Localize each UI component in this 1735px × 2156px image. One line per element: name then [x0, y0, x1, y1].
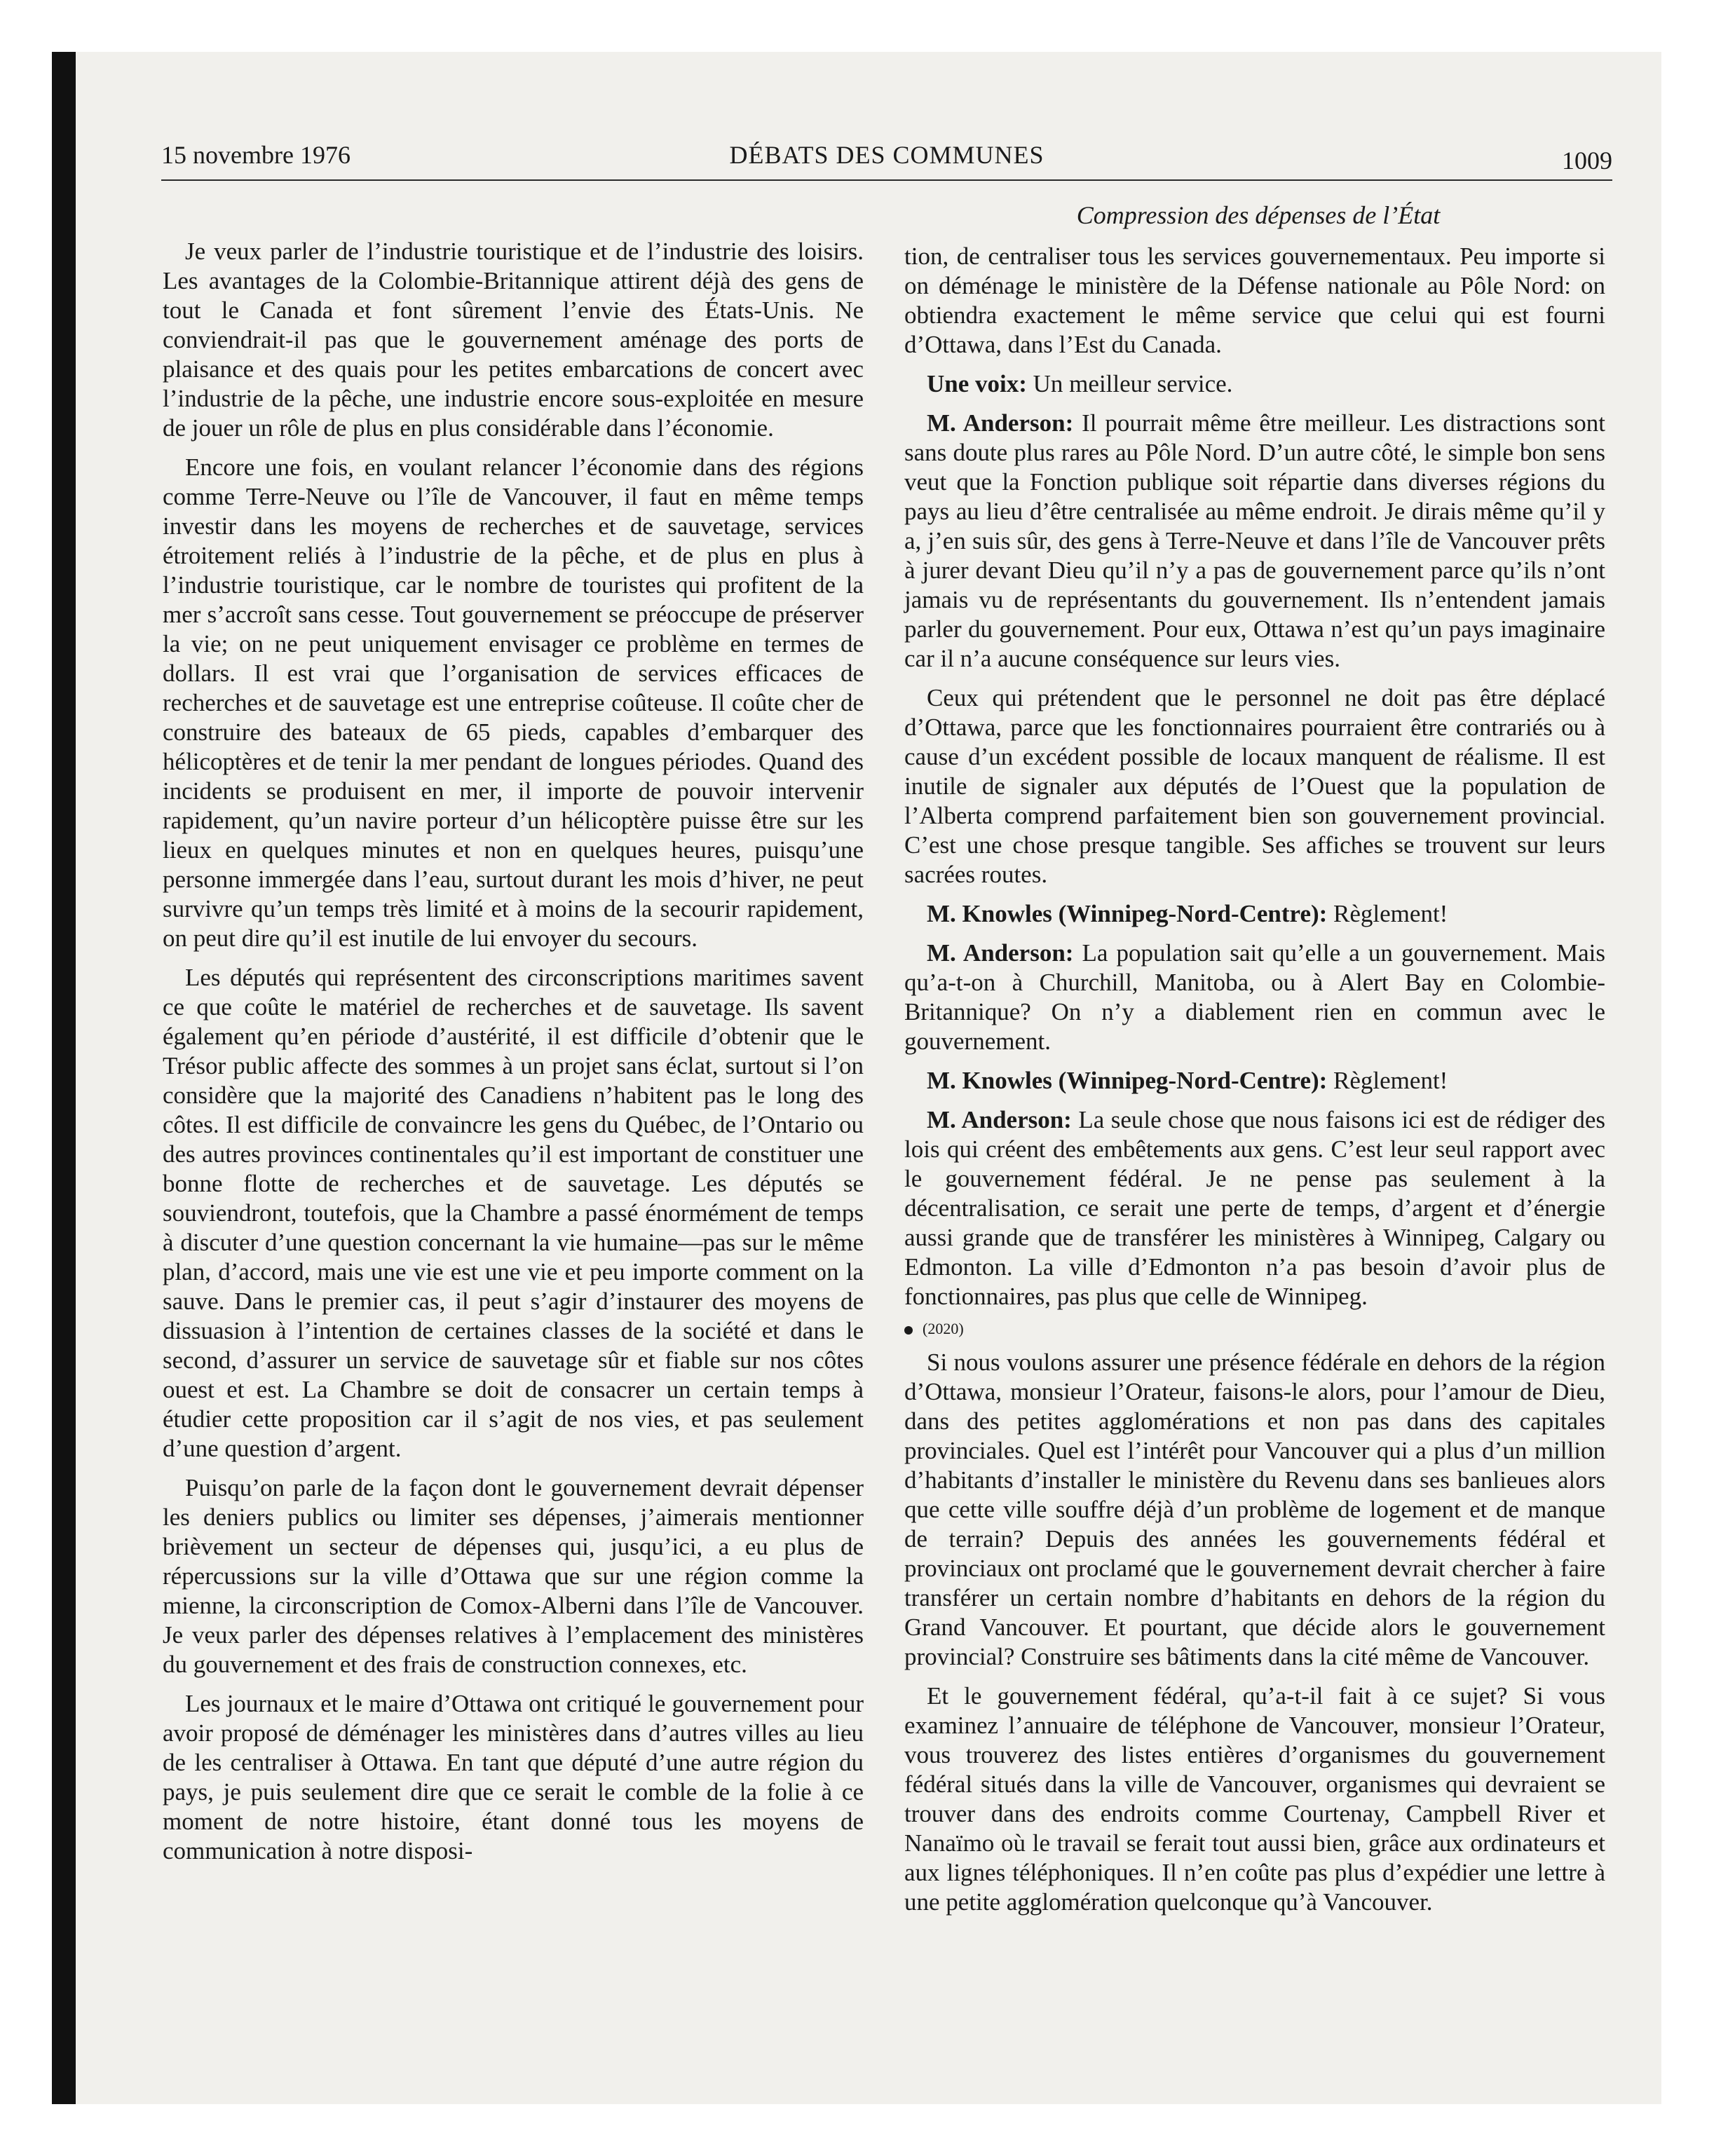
speech-text: La population sait qu’elle a un gouvernement. Mais qu’a-t-on à Churchill, Manitoba, ou à Alert Bay en Colombie-Britannique? On n’y a diablement rien en commun avec le gouvernement.: [904, 939, 1605, 1055]
right-column: [904, 242, 1605, 1927]
bullet-icon: [904, 1326, 913, 1335]
page-header: [161, 140, 1612, 182]
paragraph: Les députés qui représentent des circonscriptions maritimes savent ce que coûte le matériel de recherches et de sauvetage. Ils savent également qu’en période d’austérité, il est difficile d’obtenir que le Trésor public affecte des sommes à un projet sans éclat, surtout si l’on considère que la majorité des Canadiens n’habitent pas le long des côtes. Il est difficile de convaincre les gens du Québec, de l’Ontario ou des autres provinces continentales qu’il est important de constituer une bonne flotte de recherches et de sauvetage. Les députés se souviendront, toutefois, que la Chambre a passé énormément de temps à discuter d’une question concernant la vie humaine—pas sur le même plan, d’accord, mais une vie est une vie et peu importe comment on la sauve. Dans le premier cas, il peut s’agir d’instaurer des moyens de dissuasion à l’intention de certaines classes de la société et dans le second, d’assurer un service de sauvetage sûr et fiable sur nos côtes ouest et est. La Chambre se doit de consacrer un certain temps à étudier cette proposition car il s’agit de nos vies, et pas seulement d’une question d’argent.: [163, 964, 864, 1462]
speaker: M. Knowles (Winnipeg-Nord-Centre):: [927, 1067, 1328, 1094]
header-rule: [161, 179, 1612, 181]
binding-edge: [52, 52, 76, 2104]
page-number: 1009: [1562, 146, 1612, 175]
speaker: M. Anderson:: [927, 939, 1074, 967]
header-title: DÉBATS DES COMMUNES: [729, 141, 1045, 169]
left-column: [163, 237, 864, 1876]
paragraph: tion, de centraliser tous les services gouvernementaux. Peu importe si on déménage le ministère de la Défense nationale au Pôle Nord: on obtiendra exactement le même service que celui qui est fourni d’Ottawa, dans l’Est du Canada.: [904, 243, 1605, 358]
paragraph: Si nous voulons assurer une présence fédérale en dehors de la région d’Ottawa, monsieur l’Orateur, faisons-le alors, pour l’amour de Dieu, dans des petites agglomérations et non pas dans des capitales provinciales. Quel est l’intérêt pour Vancouver qui a plus d’un million d’habitants d’installer le ministère du Revenu dans ses banlieues alors que cette ville souffre déjà d’un problème de logement et de manque de terrain? Depuis des années les gouvernements fédéral et provinciaux ont proclamé que le gouvernement devrait chercher à faire transférer un certain nombre d’habitants en dehors de la région du Grand Vancouver. Et pourtant, que décide alors le gouvernement provincial? Construire ses bâtiments dans la cité même de Vancouver.: [904, 1349, 1605, 1670]
header-date: 15 novembre 1976: [161, 141, 351, 169]
speech: [904, 1105, 1605, 1311]
paragraph: Puisqu’on parle de la façon dont le gouvernement devrait dépenser les deniers publics ou limiter ses dépenses, j’aimerais mentionner brièvement un secteur de dépenses qui, jusqu’ici, a eu plus de répercussions sur la ville d’Ottawa que sur une région comme la mienne, la circonscription de Comox-Alberni dans l’île de Vancouver. Je veux parler des dépenses relatives à l’emplacement des ministères du gouvernement et des frais de construction connexes, etc.: [163, 1474, 864, 1678]
speech: [904, 409, 1605, 674]
speech: [904, 1066, 1605, 1096]
paragraph: Et le gouvernement fédéral, qu’a-t-il fait à ce sujet? Si vous examinez l’annuaire de téléphone de Vancouver, monsieur l’Orateur, vous trouverez des listes entières d’organismes du gouvernement fédéral situés dans la ville de Vancouver, organismes qui devraient se trouver dans des endroits comme Courtenay, Campbell River et Nanaïmo où le travail se ferait tout aussi bien, grâce aux ordinateurs et aux lignes téléphoniques. Il n’en coûte pas plus d’expédier une lettre à une petite agglomération quelconque qu’à Vancouver.: [904, 1682, 1605, 1916]
time-marker-label: (2020): [923, 1320, 964, 1337]
speaker: Une voix:: [927, 370, 1027, 397]
speech-text: Règlement!: [1327, 1067, 1448, 1094]
paragraph: Ceux qui prétendent que le personnel ne doit pas être déplacé d’Ottawa, parce que les fonctionnaires pourraient être contrariés ou à cause d’un excédent possible de locaux manquent de réalisme. Il est inutile de signaler aux députés de l’Ouest que la population de l’Alberta comprend parfaitement bien son gouvernement provincial. C’est une chose presque tangible. Ses affiches se trouvent sur leurs sacrées routes.: [904, 684, 1605, 888]
speech-text: Un meilleur service.: [1026, 370, 1233, 397]
paragraph: Encore une fois, en voulant relancer l’économie dans des régions comme Terre-Neuve ou l’île de Vancouver, il faut en même temps investir dans les moyens de recherches et de sauvetage, services étroitement reliés à l’industrie de la pêche, et de plus en plus à l’industrie touristique, car le nombre de touristes qui profitent de la mer s’accroît sans cesse. Tout gouvernement se préoccupe de préserver la vie; on ne peut uniquement envisager ce problème en termes de dollars. Il est vrai que l’organisation de services efficaces de recherches et de sauvetage est une entreprise coûteuse. Il coûte cher de construire des bateaux de 65 pieds, capables d’embarquer des hélicoptères et de tenir la mer pendant de longues périodes. Quand des incidents se produisent en mer, il importe de pouvoir intervenir rapidement, qu’un navire porteur d’un hélicoptère puisse être sur les lieux en quelques minutes et non en quelques heures, puisqu’une personne immergée dans l’eau, surtout durant les mois d’hiver, ne peut survivre qu’un temps très limité et à moins de la secourir rapidement, on peut dire qu’il est inutile de lui envoyer du secours.: [163, 453, 864, 952]
speaker: M. Anderson:: [927, 1106, 1072, 1133]
speech: [904, 369, 1605, 399]
speaker: M. Knowles (Winnipeg-Nord-Centre):: [927, 900, 1328, 927]
speech-text: La seule chose que nous faisons ici est de rédiger des lois qui créent des embêtements aux gens. C’est leur seul rapport avec le gouvernement fédéral. Je ne pense pas seulement à la décentralisation, ce serait une perte de temps, d’argent et d’énergie aussi grande que de transférer les ministères à Winnipeg, Calgary ou Edmonton. La ville d’Edmonton n’a pas besoin d’avoir plus de fonctionnaires, pas plus que celle de Winnipeg.: [904, 1106, 1605, 1310]
speech-text: Il pourrait même être meilleur. Les distractions sont sans doute plus rares au Pôle Nord. D’un autre côté, le simple bon sens veut que la Fonction publique soit répartie dans diverses régions du pays au lieu d’être centralisée au même endroit. Je dirais même qu’il y a, j’en suis sûr, des gens à Terre-Neuve et dans l’île de Vancouver prêts à jurer devant Dieu qu’il n’y a pas de gouvernement parce qu’ils n’ont jamais vu de représentants du gouvernement. Ils n’entendent jamais parler du gouvernement. Pour eux, Ottawa n’est qu’un pays imaginaire car il n’a aucune conséquence sur leurs vies.: [904, 409, 1606, 672]
speech: [904, 939, 1605, 1056]
speech-text: Règlement!: [1327, 900, 1448, 927]
speech: [904, 899, 1605, 929]
time-marker: [904, 1318, 1605, 1339]
speaker: M. Anderson:: [927, 409, 1074, 437]
paragraph: Les journaux et le maire d’Ottawa ont critiqué le gouvernement pour avoir proposé de déménager les ministères dans d’autres villes au lieu de les centraliser à Ottawa. En tant que député d’une autre région du pays, je puis seulement dire que ce serait le comble de la folie à ce moment de notre histoire, étant donné tous les moyens de communication à notre disposi-: [163, 1690, 864, 1864]
running-head: Compression des dépenses de l’État: [1076, 201, 1441, 229]
paragraph: Je veux parler de l’industrie touristique et de l’industrie des loisirs. Les avantages de la Colombie-Britannique attirent déjà des gens de tout le Canada et font sûrement l’envie des États-Unis. Ne conviendrait-il pas que le gouvernement aménage des ports de plaisance et des quais pour les petites embarcations de concert avec l’industrie de la pêche, une industrie encore sous-exploitée en mesure de jouer un rôle de plus en plus considérable dans l’économie.: [163, 238, 864, 442]
